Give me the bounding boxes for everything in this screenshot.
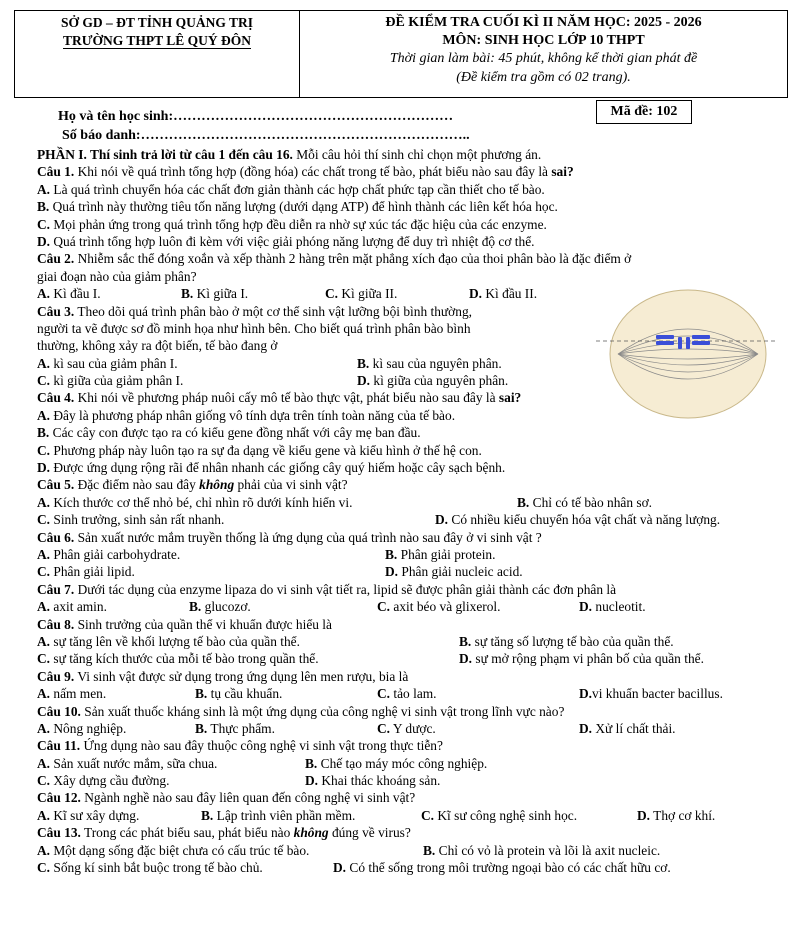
question-3-cont2: thường, không xảy ra đột biến, tế bào đang ở — [37, 338, 278, 354]
options-8cd — [37, 650, 777, 667]
option-text: Lập trình viên phần mềm. — [216, 807, 356, 823]
option-letter: C. — [377, 686, 391, 702]
question-8 — [37, 616, 777, 633]
option-text: nấm men. — [53, 686, 107, 702]
question-number: Câu 7. — [37, 581, 75, 597]
option-letter: C. — [377, 599, 391, 615]
option-11d — [305, 772, 440, 789]
option-5d — [435, 511, 720, 528]
question-emphasis: sai? — [498, 390, 522, 406]
option-text: Các cây con được tạo ra có kiểu gene đồng nhất với cây mẹ ban đầu. — [52, 425, 421, 441]
option-letter: B. — [37, 199, 50, 215]
exam-code: Mã đề: 102 — [596, 100, 692, 124]
school-info — [15, 11, 300, 97]
option-text: tụ cầu khuẩn. — [210, 686, 283, 702]
option-text: Kích thước cơ thể nhỏ bé, chỉ nhìn rõ dưới kính hiển vi. — [53, 494, 353, 510]
option-letter: D. — [357, 373, 371, 389]
option-11b — [305, 755, 487, 772]
option-text: Sản xuất nước mắm, sữa chua. — [53, 755, 218, 771]
option-text: Kĩ sư công nghệ sinh học. — [437, 807, 578, 823]
option-text: Thợ cơ khí. — [653, 807, 716, 823]
question-number: Câu 9. — [37, 668, 75, 684]
option-letter: C. — [37, 442, 51, 458]
exam-content — [37, 146, 777, 876]
option-letter: B. — [201, 807, 214, 823]
option-text: Xử lí chất thải. — [595, 720, 676, 736]
option-text: kì sau của nguyên phân. — [372, 355, 502, 371]
options-6cd — [37, 563, 777, 580]
option-6c — [37, 563, 135, 580]
option-2c — [325, 285, 397, 302]
option-letter: D. — [459, 651, 473, 667]
option-text: Chỉ có tế bào nhân sơ. — [532, 494, 653, 510]
option-text: Được ứng dụng rộng rãi để nhân nhanh các giống cây quý hiếm hoặc cây sạch bệnh. — [53, 460, 506, 476]
exam-title: ĐỀ KIỂM TRA CUỐI KÌ II NĂM HỌC: 2025 - 2026 — [385, 15, 702, 30]
cell-membrane — [610, 290, 766, 418]
option-1c — [37, 216, 777, 233]
option-text: nucleotit. — [595, 599, 646, 615]
part1-title: PHẦN I. Thí sinh trả lời từ câu 1 đến câu 16. — [37, 147, 293, 162]
option-text: Mọi phản ứng trong quá trình tổng hợp đều diễn ra nhờ sự xúc tác đặc hiệu của các enzyme. — [53, 216, 547, 232]
option-letter: D. — [579, 720, 593, 736]
option-3c — [37, 372, 183, 389]
option-13d — [333, 859, 671, 876]
option-letter: D. — [333, 860, 347, 876]
option-text: kì giữa của giảm phân I. — [53, 373, 184, 389]
option-letter: A. — [37, 181, 51, 197]
option-letter: B. — [423, 842, 436, 858]
option-letter: D. — [637, 807, 651, 823]
question-text: Dưới tác dụng của enzyme lipaza do vi sinh vật tiết ra, lipid sẽ được phân giải thành các đơn phân là — [74, 581, 617, 597]
option-7a — [37, 598, 107, 615]
exam-info — [300, 11, 787, 97]
option-letter: C. — [37, 773, 51, 789]
subject-title: MÔN: SINH HỌC LỚP 10 THPT — [442, 33, 645, 49]
option-text: kì giữa của nguyên phân. — [373, 373, 509, 389]
options-12 — [37, 807, 777, 824]
option-text: sự tăng kích thước của mỗi tế bào trong quần thể. — [53, 651, 319, 667]
school-name: TRƯỜNG THPT LÊ QUÝ ĐÔN — [62, 32, 252, 48]
option-text: Phân giải carbohydrate. — [53, 546, 181, 562]
question-12 — [37, 789, 777, 806]
option-1b — [37, 198, 777, 215]
option-letter: D. — [469, 286, 483, 302]
option-8b — [459, 633, 674, 650]
option-letter: D. — [37, 233, 51, 249]
option-13b — [423, 842, 660, 859]
option-letter: B. — [181, 286, 194, 302]
option-text: Kì đầu II. — [485, 286, 538, 302]
option-letter: C. — [377, 720, 391, 736]
option-9d — [579, 685, 723, 702]
question-text: Khi nói về phương pháp nuôi cấy mô tế bào thực vật, phát biểu nào sau đây là — [74, 390, 499, 406]
question-text: Đặc điểm nào sau đây — [74, 477, 200, 493]
exam-header — [14, 10, 788, 98]
option-letter: B. — [37, 425, 50, 441]
option-5b — [517, 494, 652, 511]
option-9b — [195, 685, 282, 702]
question-2-cont: giai đoạn nào của giảm phân? — [37, 268, 197, 284]
option-9c — [377, 685, 437, 702]
option-text: Có thể sống trong môi trường ngoại bào có các chất hữu cơ. — [349, 860, 671, 876]
student-name-field: Họ và tên học sinh:…………………………………………………… — [58, 109, 454, 124]
option-letter: A. — [37, 842, 51, 858]
option-text: vi khuẩn bacter bacillus. — [592, 686, 723, 702]
option-8c — [37, 650, 319, 667]
option-text: Kì giữa I. — [196, 286, 249, 302]
option-letter: B. — [385, 546, 398, 562]
option-8a — [37, 633, 300, 650]
option-text: Kì đầu I. — [53, 286, 101, 302]
question-6 — [37, 529, 777, 546]
option-letter: C. — [37, 860, 51, 876]
option-letter: A. — [37, 633, 51, 649]
option-text: glucozơ. — [204, 599, 251, 615]
option-2b — [181, 285, 248, 302]
question-text: Theo dõi quá trình phân bào ở một cơ thể sinh vật lưỡng bội bình thường, — [74, 303, 472, 319]
option-2d — [469, 285, 537, 302]
option-letter: B. — [195, 720, 208, 736]
options-13cd — [37, 859, 777, 876]
question-11 — [37, 737, 777, 754]
option-4b — [37, 424, 777, 441]
option-text: Có nhiều kiểu chuyển hóa vật chất và năng lượng. — [451, 512, 721, 528]
option-letter: A. — [37, 720, 51, 736]
options-11cd — [37, 772, 777, 789]
option-letter: B. — [517, 494, 530, 510]
question-13 — [37, 824, 777, 841]
question-emphasis: không — [293, 825, 329, 841]
option-text: Là quá trình chuyển hóa các chất đơn giản thành các hợp chất phức tạp cần thiết cho tế bào. — [53, 181, 545, 197]
part1-instruction: Mỗi câu hỏi thí sinh chỉ chọn một phương án. — [292, 147, 542, 162]
question-text: Nhiễm sắc thể đóng xoắn và xếp thành 2 hàng trên mặt phẳng xích đạo của thoi phân bào là đặc điểm ở — [74, 251, 632, 267]
option-3a — [37, 355, 178, 372]
option-10a — [37, 720, 126, 737]
option-text: tảo lam. — [393, 686, 437, 702]
option-12b — [201, 807, 355, 824]
option-text: Phân giải protein. — [400, 546, 496, 562]
option-letter: C. — [37, 512, 51, 528]
option-letter: B. — [189, 599, 202, 615]
question-5 — [37, 476, 777, 493]
question-1 — [37, 163, 777, 180]
option-letter: A. — [37, 407, 51, 423]
question-number: Câu 13. — [37, 825, 81, 841]
option-3b — [357, 355, 502, 372]
option-text: Khai thác khoáng sản. — [321, 773, 441, 789]
options-9 — [37, 685, 777, 702]
options-8ab — [37, 633, 777, 650]
options-13ab — [37, 842, 777, 859]
question-10 — [37, 703, 777, 720]
question-text: Sinh trưởng của quần thể vi khuẩn được hiểu là — [74, 616, 332, 632]
option-letter: B. — [459, 633, 472, 649]
options-11ab — [37, 755, 777, 772]
question-text: Vi sinh vật được sử dụng trong ứng dụng lên men rượu, bia là — [74, 668, 409, 684]
options-10 — [37, 720, 777, 737]
question-number: Câu 10. — [37, 703, 81, 719]
option-text: Phân giải lipid. — [53, 564, 135, 580]
question-emphasis: không — [199, 477, 235, 493]
question-number: Câu 5. — [37, 477, 75, 493]
option-7d — [579, 598, 646, 615]
option-2a — [37, 285, 101, 302]
option-text: Thực phẩm. — [210, 720, 275, 736]
options-6ab — [37, 546, 777, 563]
option-letter: C. — [37, 373, 51, 389]
option-6a — [37, 546, 180, 563]
option-text: Đây là phương pháp nhân giống vô tính dựa trên tính toàn năng của tế bào. — [53, 407, 456, 423]
option-12a — [37, 807, 139, 824]
option-13a — [37, 842, 309, 859]
option-1a — [37, 181, 777, 198]
question-text: Ngành nghề nào sau đây liên quan đến công nghệ vi sinh vật? — [80, 790, 416, 806]
department-name: SỞ GD – ĐT TỈNH QUẢNG TRỊ — [60, 15, 254, 30]
question-9 — [37, 668, 777, 685]
option-letter: A. — [37, 755, 51, 771]
option-text: sự mở rộng phạm vi phân bố của quần thể. — [475, 651, 704, 667]
option-letter: A. — [37, 686, 51, 702]
option-10d — [579, 720, 676, 737]
option-text: sự tăng số lượng tế bào của quần thể. — [474, 633, 674, 649]
question-7 — [37, 581, 777, 598]
option-letter: C. — [325, 286, 339, 302]
question-number: Câu 2. — [37, 251, 75, 267]
question-number: Câu 6. — [37, 529, 75, 545]
question-number: Câu 4. — [37, 390, 75, 406]
option-letter: D. — [385, 564, 399, 580]
option-text: Y dược. — [392, 720, 436, 736]
option-7b — [189, 598, 251, 615]
question-2 — [37, 250, 777, 267]
pages-note: (Đề kiểm tra gồm có 02 trang). — [456, 69, 631, 85]
option-letter: B. — [305, 755, 318, 771]
option-13c — [37, 859, 263, 876]
option-letter: C. — [37, 216, 51, 232]
option-7c — [377, 598, 500, 615]
time-note: Thời gian làm bài: 45 phút, không kể thời gian phát đề — [389, 51, 698, 67]
question-number: Câu 3. — [37, 303, 75, 319]
options-5cd — [37, 511, 777, 528]
option-10b — [195, 720, 275, 737]
option-letter: C. — [37, 564, 51, 580]
option-letter: B. — [195, 686, 208, 702]
option-letter: A. — [37, 355, 51, 371]
question-number: Câu 12. — [37, 790, 81, 806]
option-text: Một dạng sống đặc biệt chưa có cấu trúc tế bào. — [53, 842, 310, 858]
option-10c — [377, 720, 436, 737]
option-letter: D. — [37, 460, 51, 476]
option-11a — [37, 755, 217, 772]
part1-heading — [37, 146, 777, 163]
question-text: Sản xuất nước mắm truyền thống là ứng dụng của quá trình nào sau đây ở vi sinh vật ? — [74, 529, 542, 545]
option-letter: D. — [579, 599, 593, 615]
option-letter: A. — [37, 807, 51, 823]
option-letter: A. — [37, 286, 51, 302]
option-text: Kĩ sư xây dựng. — [53, 807, 140, 823]
option-letter: D. — [435, 512, 449, 528]
option-text: Kì giữa II. — [341, 286, 398, 302]
option-text: Chế tạo máy móc công nghiệp. — [320, 755, 488, 771]
question-text: Trong các phát biểu sau, phát biểu nào — [80, 825, 294, 841]
option-12c — [421, 807, 577, 824]
question-3-cont: người ta vẽ được sơ đồ minh họa như hình bên. Cho biết quá trình phân bào bình — [37, 320, 471, 336]
option-text: axit béo và glixerol. — [393, 599, 501, 615]
option-letter: C. — [37, 651, 51, 667]
option-4d — [37, 459, 777, 476]
question-number: Câu 8. — [37, 616, 75, 632]
option-text: Phương pháp này luôn tạo ra sự đa dạng về kiểu gene và kiểu hình ở thế hệ con. — [53, 442, 482, 458]
option-letter: D. — [579, 686, 593, 702]
option-text: Xây dựng cầu đường. — [53, 773, 170, 789]
option-letter: C. — [421, 807, 435, 823]
option-3d — [357, 372, 508, 389]
question-text: Ứng dụng nào sau đây thuộc công nghệ vi sinh vật trong thực tiễn? — [80, 738, 443, 754]
question-number: Câu 1. — [37, 164, 75, 180]
option-letter: A. — [37, 599, 51, 615]
question-number: Câu 11. — [37, 738, 81, 754]
option-letter: A. — [37, 546, 51, 562]
question-text-end: đúng về virus? — [328, 825, 411, 841]
option-6b — [385, 546, 495, 563]
option-text: Quá trình này thường tiêu tốn năng lượng (dưới dạng ATP) để hình thành các liên kết hóa học. — [52, 199, 558, 215]
option-4c — [37, 442, 777, 459]
option-text: Chỉ có vỏ là protein và lõi là axit nucleic. — [438, 842, 661, 858]
option-text: Sinh trưởng, sinh sản rất nhanh. — [53, 512, 225, 528]
option-letter: A. — [37, 494, 51, 510]
option-11c — [37, 772, 169, 789]
option-text: Nông nghiệp. — [53, 720, 127, 736]
option-12d — [637, 807, 715, 824]
option-1d — [37, 233, 777, 250]
option-text: Quá trình tổng hợp luôn đi kèm với việc giải phóng năng lượng để duy trì nhiệt độ cơ thể. — [53, 233, 535, 249]
option-6d — [385, 563, 523, 580]
option-5a — [37, 494, 352, 511]
option-text: kì sau của giảm phân I. — [53, 355, 178, 371]
option-5c — [37, 511, 224, 528]
question-emphasis: sai? — [551, 164, 574, 180]
cell-division-figure — [596, 284, 778, 424]
option-text: sự tăng lên về khối lượng tế bào của quần thể. — [53, 633, 300, 649]
option-text: Sống kí sinh bắt buộc trong tế bào chủ. — [53, 860, 263, 876]
option-letter: B. — [357, 355, 370, 371]
option-9a — [37, 685, 106, 702]
question-text: Khi nói về quá trình tổng hợp (đồng hóa) các chất trong tế bào, phát biểu nào sau đây là — [74, 164, 552, 180]
option-letter: D. — [305, 773, 319, 789]
student-id-field: Số báo danh:…………………………………………………………….. — [62, 128, 470, 143]
option-8d — [459, 650, 704, 667]
option-text: Phân giải nucleic acid. — [401, 564, 523, 580]
option-text: axit amin. — [53, 599, 107, 615]
options-5ab — [37, 494, 777, 511]
question-text-end: phải của vi sinh vật? — [234, 477, 348, 493]
question-text: Sản xuất thuốc kháng sinh là một ứng dụng của công nghệ vi sinh vật trong lĩnh vực nào? — [80, 703, 565, 719]
options-7 — [37, 598, 777, 615]
